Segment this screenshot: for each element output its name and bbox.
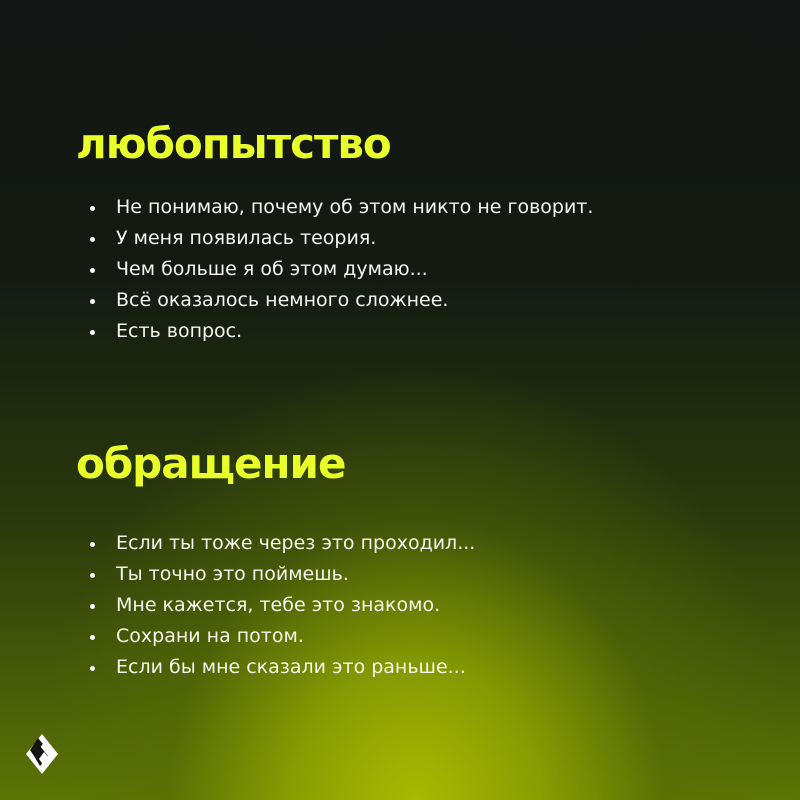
section-curiosity — [76, 118, 696, 347]
diamond-logo-icon — [26, 732, 60, 776]
list-item: Если ты тоже через это проходил... — [76, 528, 696, 559]
list-item: Если бы мне сказали это раньше... — [76, 652, 696, 683]
section-appeal — [76, 438, 696, 683]
list-item: У меня появилась теория. — [76, 223, 696, 254]
phrase-list — [76, 528, 696, 683]
list-item: Мне кажется, тебе это знакомо. — [76, 590, 696, 621]
list-item: Всё оказалось немного сложнее. — [76, 285, 696, 316]
section-heading: любопытство — [76, 119, 391, 168]
list-item: Чем больше я об этом думаю... — [76, 254, 696, 285]
section-heading: обращение — [76, 439, 346, 488]
list-item: Не понимаю, почему об этом никто не говорит. — [76, 192, 696, 223]
list-item: Ты точно это поймешь. — [76, 559, 696, 590]
phrase-list — [76, 192, 696, 347]
list-item: Есть вопрос. — [76, 316, 696, 347]
list-item: Сохрани на потом. — [76, 621, 696, 652]
